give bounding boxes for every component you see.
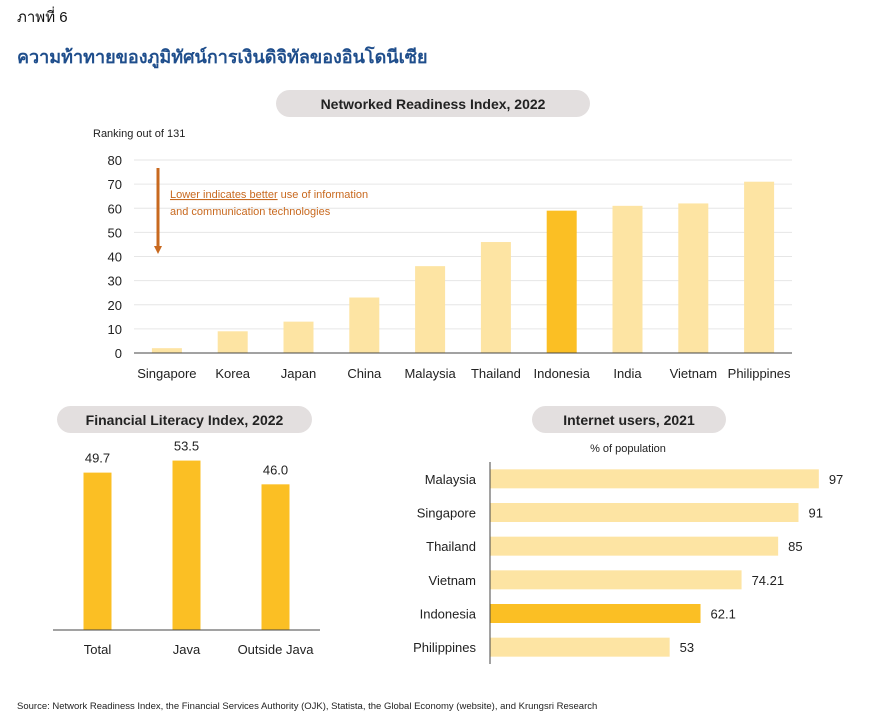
figure-label: ภาพที่ 6 xyxy=(17,9,68,26)
nri-bar-korea xyxy=(218,331,248,353)
nri-y-tick-label: 70 xyxy=(107,177,122,193)
inet-data-label: 91 xyxy=(808,505,823,521)
fli-x-tick-label: Outside Java xyxy=(237,642,314,657)
inet-bar-vietnam xyxy=(490,570,742,589)
nri-y-tick-label: 10 xyxy=(107,321,122,337)
source-note: Source: Network Readiness Index, the Financial Services Authority (OJK), Statista, the Global Economy (website), and Krungsri Research xyxy=(17,701,598,712)
nri-y-tick-label: 40 xyxy=(107,249,122,265)
inet-data-label: 62.1 xyxy=(710,606,736,622)
inet-y-tick-label: Philippines xyxy=(413,640,476,656)
chart-title-financial-literacy: Financial Literacy Index, 2022 xyxy=(57,406,312,433)
inet-y-tick-label: Thailand xyxy=(426,539,476,555)
nri-x-tick-label: Philippines xyxy=(727,366,791,381)
nri-x-tick-label: Singapore xyxy=(137,366,197,381)
chart-title-internet-users: Internet users, 2021 xyxy=(532,406,726,433)
inet-data-label: 97 xyxy=(828,471,844,487)
nri-x-tick-label: Thailand xyxy=(470,366,521,381)
fli-bar-total xyxy=(84,473,112,630)
nri-bar-china xyxy=(349,298,379,353)
nri-annotation-line2: and communication technologies xyxy=(170,206,331,218)
nri-y-tick-label: 30 xyxy=(107,273,122,289)
nri-x-tick-label: China xyxy=(347,366,382,381)
nri-y-tick-label: 50 xyxy=(107,225,122,241)
inet-bar-singapore xyxy=(490,503,798,522)
nri-bar-malaysia xyxy=(415,266,445,353)
nri-y-tick-label: 80 xyxy=(107,153,122,168)
nri-y-axis-label: Ranking out of 131 xyxy=(93,128,186,140)
fli-data-label: 49.7 xyxy=(84,450,111,466)
inet-y-tick-label: Singapore xyxy=(416,505,476,521)
nri-bar-japan xyxy=(284,322,314,353)
inet-data-label: 53 xyxy=(679,640,695,656)
fli-data-label: 46.0 xyxy=(262,462,289,478)
inet-bar-philippines xyxy=(490,638,670,657)
nri-x-tick-label: India xyxy=(613,366,642,381)
inet-y-tick-label: Vietnam xyxy=(428,572,476,588)
nri-bar-indonesia xyxy=(547,211,577,353)
nri-x-tick-label: Indonesia xyxy=(533,366,590,381)
nri-bar-philippines xyxy=(744,182,774,353)
nri-x-tick-label: Vietnam xyxy=(669,366,718,381)
inet-subtitle: % of population xyxy=(590,443,666,455)
nri-y-tick-label: 20 xyxy=(107,297,122,313)
fli-data-label: 53.5 xyxy=(173,438,200,454)
nri-annotation-line1: Lower indicates better use of information xyxy=(170,189,369,201)
inet-bar-malaysia xyxy=(490,469,819,488)
fli-bar-java xyxy=(173,461,201,630)
nri-y-tick-label: 0 xyxy=(114,346,122,361)
inet-data-label: 85 xyxy=(788,539,803,555)
nri-x-tick-label: Korea xyxy=(215,366,251,381)
chart-title-nri: Networked Readiness Index, 2022 xyxy=(276,90,590,117)
nri-bar-vietnam xyxy=(678,203,708,353)
nri-x-tick-label: Malaysia xyxy=(404,366,456,381)
nri-y-tick-label: 60 xyxy=(107,201,122,217)
figure-title: ความท้าทายของภูมิทัศน์การเงินดิจิทัลของอินโดนีเซีย xyxy=(17,47,428,67)
nri-bar-thailand xyxy=(481,242,511,353)
nri-bar-india xyxy=(613,206,643,353)
inet-data-label: 74.21 xyxy=(751,572,785,588)
inet-y-tick-label: Malaysia xyxy=(424,471,476,487)
nri-x-tick-label: Japan xyxy=(280,366,317,381)
fli-x-tick-label: Java xyxy=(172,642,201,657)
nri-bar-singapore xyxy=(152,348,182,353)
inet-bar-thailand xyxy=(490,537,778,556)
inet-y-tick-label: Indonesia xyxy=(419,606,476,622)
fli-bar-outside-java xyxy=(262,484,290,630)
fli-x-tick-label: Total xyxy=(83,642,112,657)
inet-bar-indonesia xyxy=(490,604,701,623)
